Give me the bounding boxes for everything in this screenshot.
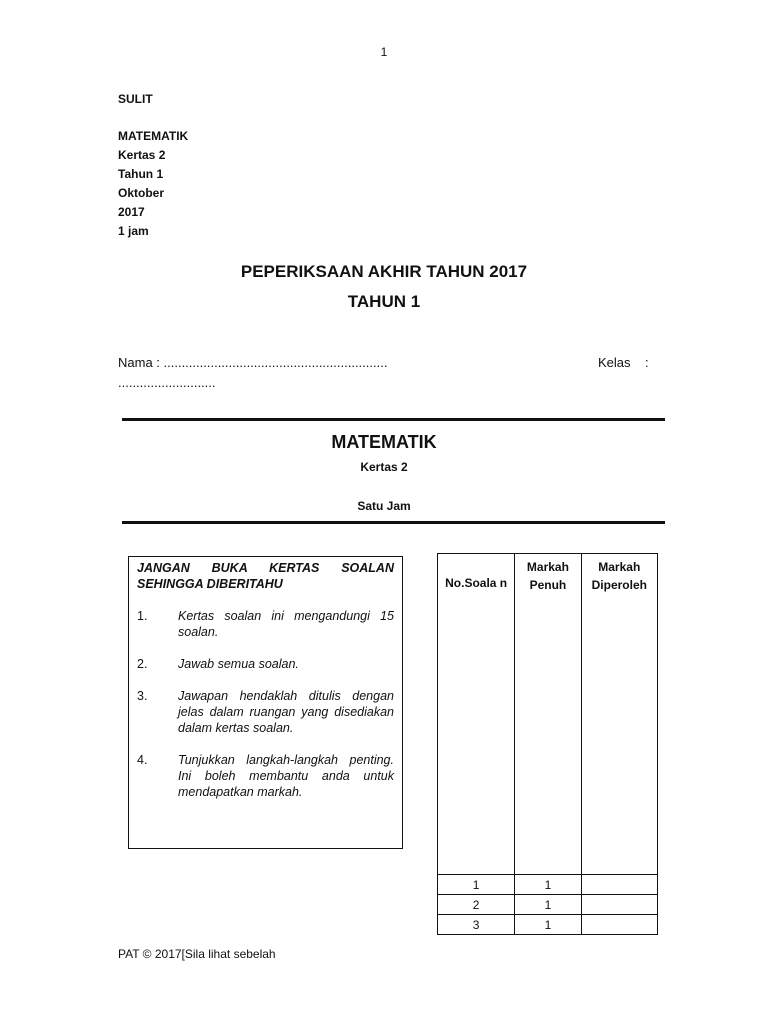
instructions-heading-line2: SEHINGGA DIBERITAHU	[137, 577, 283, 591]
header-marks-obtained: Markah Diperoleh	[581, 554, 657, 875]
header-full-marks: Markah Penuh	[515, 554, 581, 875]
exam-info-block	[118, 127, 188, 241]
instruction-item	[137, 656, 394, 672]
exam-year-level: Tahun 1	[118, 167, 164, 181]
top-divider	[122, 418, 665, 421]
table-row	[438, 895, 658, 915]
table-row	[438, 875, 658, 895]
question-number-cell: 2	[438, 895, 515, 915]
full-marks-cell: 1	[515, 915, 581, 935]
exam-subject: MATEMATIK	[118, 129, 189, 143]
question-number-cell: 3	[438, 915, 515, 935]
name-field: Nama : ..............................................................	[118, 355, 388, 370]
header-question-no: No.Soala n	[438, 554, 515, 875]
question-number-cell: 1	[438, 875, 515, 895]
instructions-heading	[137, 560, 394, 592]
exam-duration: 1 jam	[118, 224, 149, 238]
instruction-text: Tunjukkan langkah-langkah penting. Ini boleh membantu anda untuk mendapatkan markah.	[178, 753, 394, 799]
exam-subtitle: TAHUN 1	[347, 292, 421, 311]
instruction-item	[137, 688, 394, 736]
instruction-item	[137, 608, 394, 640]
class-field-label: Kelas :	[598, 355, 649, 370]
class-field-dots: ...........................	[118, 375, 216, 390]
section-duration: Satu Jam	[357, 499, 411, 513]
full-marks-cell: 1	[515, 875, 581, 895]
section-paper: Kertas 2	[360, 460, 408, 474]
instruction-item	[137, 752, 394, 800]
page-number: 1	[380, 45, 388, 59]
obtained-marks-cell[interactable]	[581, 895, 657, 915]
obtained-marks-cell[interactable]	[581, 875, 657, 895]
page-footer: PAT © 2017[Sila lihat sebelah	[118, 947, 276, 961]
instructions-heading-line1: JANGAN BUKA KERTAS SOALAN	[137, 561, 394, 575]
full-marks-cell: 1	[515, 895, 581, 915]
exam-year: 2017	[118, 205, 145, 219]
instruction-number: 1.	[137, 609, 148, 623]
bottom-divider	[122, 521, 665, 524]
instructions-box	[128, 556, 403, 849]
marks-table	[437, 553, 658, 935]
marks-table-header	[438, 554, 658, 875]
instruction-text: Kertas soalan ini mengandungi 15 soalan.	[178, 609, 394, 639]
instruction-text: Jawab semua soalan.	[178, 657, 299, 671]
classification-label: SULIT	[118, 92, 153, 106]
instruction-number: 2.	[137, 657, 148, 671]
exam-title: PEPERIKSAAN AKHIR TAHUN 2017	[240, 262, 528, 281]
table-row	[438, 915, 658, 935]
instruction-number: 3.	[137, 689, 148, 703]
instruction-number: 4.	[137, 753, 148, 767]
exam-paper: Kertas 2	[118, 148, 166, 162]
section-subject: MATEMATIK	[331, 432, 437, 452]
exam-month: Oktober	[118, 186, 165, 200]
instruction-text: Jawapan hendaklah ditulis dengan jelas dalam ruangan yang disediakan dalam kertas soalan.	[178, 689, 394, 735]
obtained-marks-cell[interactable]	[581, 915, 657, 935]
